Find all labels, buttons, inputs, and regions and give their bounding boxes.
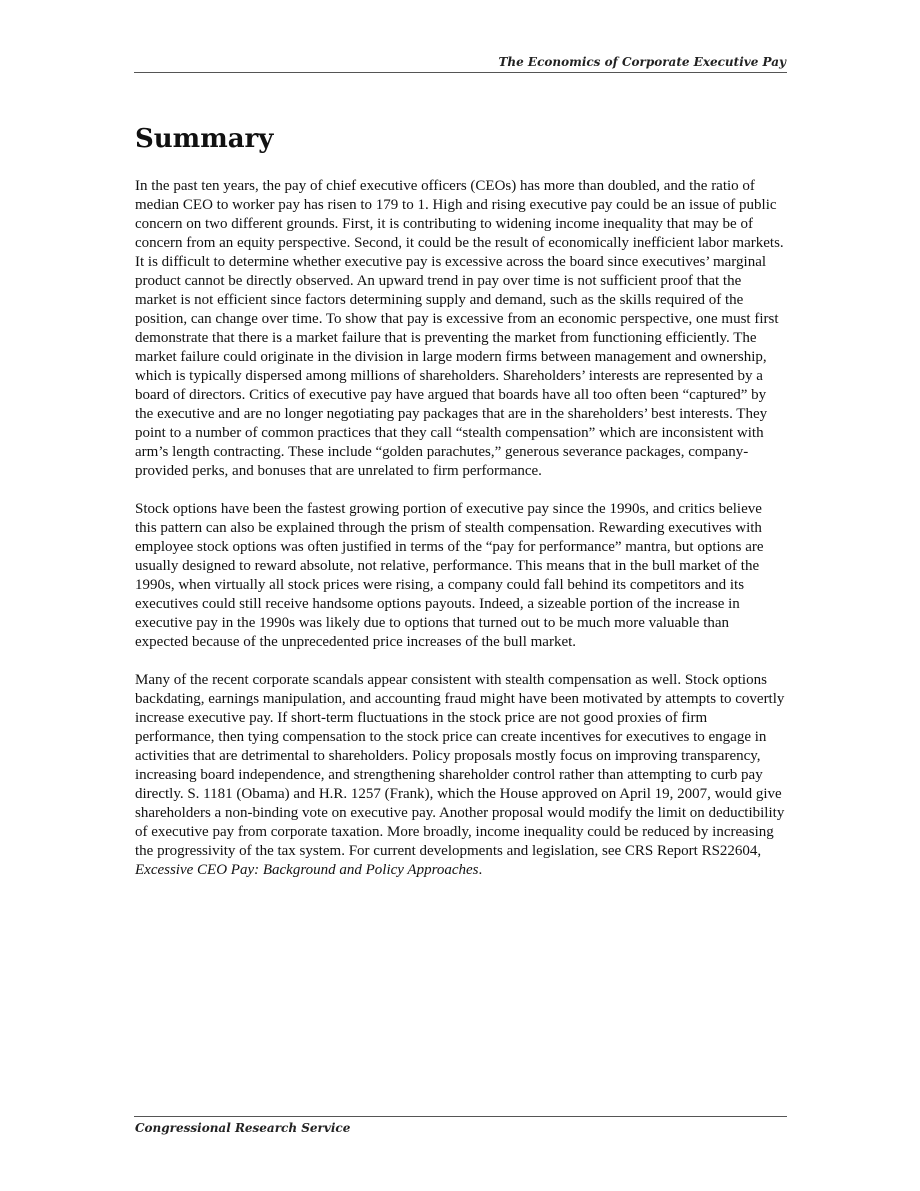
paragraph-3-end: .	[478, 862, 483, 878]
body-text	[135, 177, 785, 899]
running-footer: Congressional Research Service	[135, 1121, 351, 1135]
section-title: Summary	[135, 124, 274, 154]
report-citation-title: Excessive CEO Pay: Background and Policy Approaches	[135, 862, 479, 878]
paragraph-3-text: Many of the recent corporate scandals appear consistent with stealth compensation as well. Stock options backdating, earnings manipulation, and accounting fraud might have been motivated by attempts to covertly increase executive pay. If short-term fluctuations in the stock price are not good proxies of firm performance, then tying compensation to the stock price can create incentives for executives to engage in activities that are detrimental to shareholders. Policy proposals mostly focus on improving transparency, increasing board independence, and strengthening shareholder control rather than attempting to curb pay directly. S. 1181 (Obama) and H.R. 1257 (Frank), which the House approved on April 19, 2007, would give shareholders a non-binding vote on executive pay. Another proposal would modify the limit on deductibility of executive pay from corporate taxation. More broadly, income inequality could be reduced by increasing the progressivity of the tax system. For current developments and legislation, see CRS Report RS22604,	[135, 672, 785, 859]
paragraph-1: In the past ten years, the pay of chief executive officers (CEOs) has more than doubled, and the ratio of median CEO to worker pay has risen to 179 to 1. High and rising executive pay could be an issue of public concern on two different grounds. First, it is contributing to widening income inequality that may be of concern from an equity perspective. Second, it could be the result of economically inefficient labor markets. It is difficult to determine whether executive pay is excessive across the board since executives’ marginal product cannot be directly observed. An upward trend in pay over time is not sufficient proof that the market is not efficient since factors determining supply and demand, such as the skills required of the position, can change over time. To show that pay is excessive from an economic perspective, one must first demonstrate that there is a market failure that is preventing the market from functioning efficiently. The market failure could originate in the division in large modern firms between management and ownership, which is typically dispersed among millions of shareholders. Shareholders’ interests are represented by a board of directors. Critics of executive pay have argued that boards have all too often been “captured” by the executive and are no longer negotiating pay packages that are in the shareholders’ best interests. They point to a number of common practices that they call “stealth compensation” which are inconsistent with arm’s length contracting. These include “golden parachutes,” generous severance packages, company-provided perks, and bonuses that are unrelated to firm performance.	[135, 178, 784, 479]
paragraph-3	[135, 671, 785, 880]
footer-rule	[134, 1116, 787, 1117]
paragraph-2: Stock options have been the fastest growing portion of executive pay since the 1990s, and critics believe this pattern can also be explained through the prism of stealth compensation. Rewarding executives with employee stock options was often justified in terms of the “pay for performance” mantra, but options are usually designed to reward absolute, not relative, performance. This means that in the bull market of the 1990s, when virtually all stock prices were rising, a company could fall behind its competitors and its executives could still receive handsome options payouts. Indeed, a sizeable portion of the increase in executive pay in the 1990s was likely due to options that turned out to be much more valuable than expected because of the unprecedented price increases of the bull market.	[135, 501, 764, 650]
running-header: The Economics of Corporate Executive Pay	[498, 55, 786, 69]
header-rule	[134, 72, 787, 73]
